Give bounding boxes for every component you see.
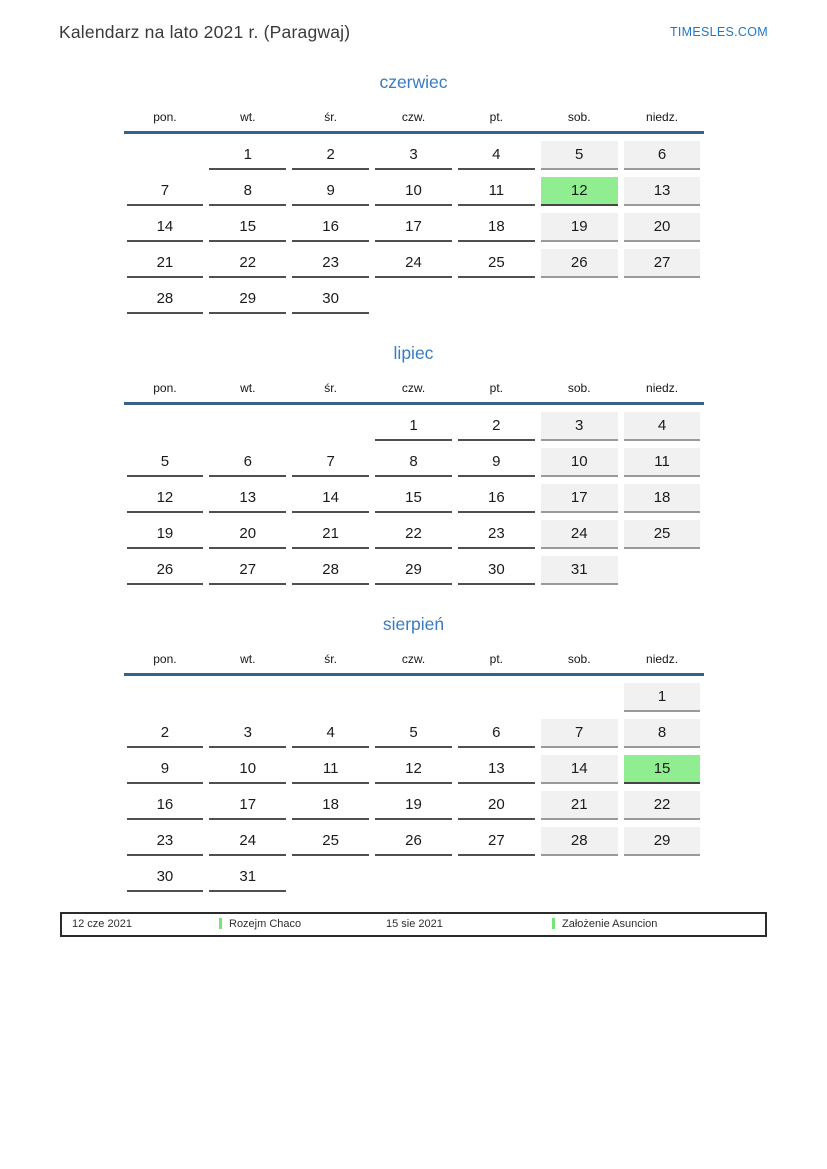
legend-date: 12 cze 2021: [72, 918, 132, 930]
day-cell: 24: [375, 249, 452, 278]
weekend-day-cell: 29: [624, 827, 701, 856]
weekday-label: wt.: [240, 110, 256, 124]
weekday-label: sob.: [567, 652, 591, 666]
day-cell: 5: [375, 719, 452, 748]
weekend-day-cell: 21: [541, 791, 618, 820]
weekday-label: śr.: [324, 110, 337, 124]
day-cell: 9: [458, 448, 535, 477]
day-cell: 8: [209, 177, 286, 206]
legend-label: Rozejm Chaco: [229, 918, 302, 930]
day-cell: 24: [209, 827, 286, 856]
weekday-header: [124, 109, 704, 125]
day-cell: 6: [209, 448, 286, 477]
day-cell: 13: [209, 484, 286, 513]
weekday-label: pt.: [489, 110, 504, 124]
day-cell: 3: [209, 719, 286, 748]
week-row: [124, 676, 704, 712]
weekday-header: [124, 651, 704, 667]
legend-date: 15 sie 2021: [386, 918, 443, 930]
empty-cell: [458, 285, 535, 314]
day-cell: 25: [292, 827, 369, 856]
weekend-day-cell: 3: [541, 412, 618, 441]
weekday-label: czw.: [401, 110, 426, 124]
week-row: [124, 278, 704, 314]
empty-cell: [127, 141, 204, 170]
day-cell: 16: [127, 791, 204, 820]
day-cell: 4: [292, 719, 369, 748]
day-cell: 27: [458, 827, 535, 856]
weekday-header: [124, 380, 704, 396]
legend-item: [219, 914, 301, 935]
weekday-label: czw.: [401, 652, 426, 666]
day-cell: 18: [292, 791, 369, 820]
empty-cell: [624, 556, 701, 585]
holiday-marker-icon: [552, 918, 555, 929]
empty-cell: [375, 285, 452, 314]
weekday-label: pon.: [153, 652, 177, 666]
week-row: [124, 206, 704, 242]
day-cell: 22: [375, 520, 452, 549]
weekday-label: niedz.: [646, 110, 679, 124]
day-cell: 7: [127, 177, 204, 206]
day-cell: 19: [375, 791, 452, 820]
weekday-label: pt.: [489, 652, 504, 666]
week-row: [124, 820, 704, 856]
day-cell: 29: [375, 556, 452, 585]
weekend-day-cell: 14: [541, 755, 618, 784]
day-cell: 12: [375, 755, 452, 784]
week-row: [124, 712, 704, 748]
month-section: [124, 342, 704, 585]
legend-box: [60, 912, 767, 937]
day-cell: 30: [458, 556, 535, 585]
month-section: [124, 71, 704, 314]
weekend-day-cell: 20: [624, 213, 701, 242]
weekend-day-cell: 25: [624, 520, 701, 549]
week-row: [124, 441, 704, 477]
weekday-label: wt.: [240, 381, 256, 395]
day-cell: 18: [458, 213, 535, 242]
month-title: czerwiec: [379, 72, 448, 92]
day-cell: 29: [209, 285, 286, 314]
day-cell: 28: [292, 556, 369, 585]
weekend-day-cell: 11: [624, 448, 701, 477]
weekend-day-cell: 1: [624, 683, 701, 712]
week-row: [124, 784, 704, 820]
weekend-day-cell: 6: [624, 141, 701, 170]
page-title: Kalendarz na lato 2021 r. (Paragwaj): [59, 22, 351, 42]
day-cell: 3: [375, 141, 452, 170]
weekday-label: niedz.: [646, 381, 679, 395]
weekend-day-cell: 13: [624, 177, 701, 206]
empty-cell: [541, 683, 618, 712]
empty-cell: [458, 683, 535, 712]
legend-label: Założenie Asuncion: [562, 918, 658, 930]
empty-cell: [624, 285, 701, 314]
week-row: [124, 242, 704, 278]
day-cell: 14: [127, 213, 204, 242]
week-row: [124, 477, 704, 513]
day-cell: 13: [458, 755, 535, 784]
weekday-label: czw.: [401, 381, 426, 395]
empty-cell: [209, 683, 286, 712]
week-row: [124, 405, 704, 441]
weekday-label: pon.: [153, 110, 177, 124]
weekend-day-cell: 5: [541, 141, 618, 170]
day-cell: 23: [127, 827, 204, 856]
empty-cell: [292, 683, 369, 712]
empty-cell: [541, 863, 618, 892]
empty-cell: [375, 683, 452, 712]
day-cell: 26: [127, 556, 204, 585]
empty-cell: [458, 863, 535, 892]
month-title: lipiec: [393, 343, 434, 363]
months-container: [124, 71, 704, 892]
empty-cell: [375, 863, 452, 892]
week-row: [124, 748, 704, 784]
empty-cell: [209, 412, 286, 441]
day-cell: 14: [292, 484, 369, 513]
day-cell: 8: [375, 448, 452, 477]
weekend-day-cell: 24: [541, 520, 618, 549]
holiday-day-cell: 15: [624, 755, 701, 784]
day-cell: 23: [458, 520, 535, 549]
weekend-day-cell: 19: [541, 213, 618, 242]
empty-cell: [127, 683, 204, 712]
day-cell: 4: [458, 141, 535, 170]
weekday-label: niedz.: [646, 652, 679, 666]
day-cell: 5: [127, 448, 204, 477]
week-row: [124, 134, 704, 170]
day-cell: 17: [209, 791, 286, 820]
weekday-label: śr.: [324, 381, 337, 395]
day-cell: 6: [458, 719, 535, 748]
top-bar: [0, 0, 827, 43]
day-cell: 16: [458, 484, 535, 513]
day-cell: 9: [127, 755, 204, 784]
day-cell: 7: [292, 448, 369, 477]
weekday-label: pon.: [153, 381, 177, 395]
week-row: [124, 513, 704, 549]
empty-cell: [127, 412, 204, 441]
weekend-day-cell: 8: [624, 719, 701, 748]
holiday-marker-icon: [219, 918, 222, 929]
empty-cell: [292, 412, 369, 441]
empty-cell: [541, 285, 618, 314]
day-cell: 15: [375, 484, 452, 513]
day-cell: 26: [375, 827, 452, 856]
day-cell: 15: [209, 213, 286, 242]
weekday-label: pt.: [489, 381, 504, 395]
weekday-label: sob.: [567, 381, 591, 395]
day-cell: 1: [209, 141, 286, 170]
empty-cell: [292, 863, 369, 892]
legend-item: [552, 914, 657, 935]
weekday-label: wt.: [240, 652, 256, 666]
day-cell: 9: [292, 177, 369, 206]
day-cell: 11: [292, 755, 369, 784]
day-cell: 21: [292, 520, 369, 549]
week-row: [124, 856, 704, 892]
weekend-day-cell: 22: [624, 791, 701, 820]
day-cell: 25: [458, 249, 535, 278]
month-section: [124, 613, 704, 892]
day-cell: 1: [375, 412, 452, 441]
day-cell: 30: [127, 863, 204, 892]
holiday-day-cell: 12: [541, 177, 618, 206]
day-cell: 27: [209, 556, 286, 585]
weekend-day-cell: 7: [541, 719, 618, 748]
day-cell: 20: [209, 520, 286, 549]
day-cell: 23: [292, 249, 369, 278]
weekend-day-cell: 4: [624, 412, 701, 441]
weekday-label: śr.: [324, 652, 337, 666]
day-cell: 21: [127, 249, 204, 278]
weekend-day-cell: 27: [624, 249, 701, 278]
site-link[interactable]: TIMESLES.COM: [669, 25, 768, 39]
day-cell: 2: [292, 141, 369, 170]
empty-cell: [624, 863, 701, 892]
weekend-day-cell: 18: [624, 484, 701, 513]
day-cell: 2: [458, 412, 535, 441]
day-cell: 16: [292, 213, 369, 242]
day-cell: 10: [375, 177, 452, 206]
weekend-day-cell: 31: [541, 556, 618, 585]
day-cell: 30: [292, 285, 369, 314]
weekend-day-cell: 17: [541, 484, 618, 513]
day-cell: 31: [209, 863, 286, 892]
month-title: sierpień: [382, 614, 445, 634]
day-cell: 17: [375, 213, 452, 242]
week-row: [124, 170, 704, 206]
weekend-day-cell: 10: [541, 448, 618, 477]
weekend-day-cell: 28: [541, 827, 618, 856]
day-cell: 20: [458, 791, 535, 820]
day-cell: 19: [127, 520, 204, 549]
day-cell: 11: [458, 177, 535, 206]
day-cell: 2: [127, 719, 204, 748]
day-cell: 10: [209, 755, 286, 784]
week-row: [124, 549, 704, 585]
weekend-day-cell: 26: [541, 249, 618, 278]
day-cell: 28: [127, 285, 204, 314]
weekday-label: sob.: [567, 110, 591, 124]
day-cell: 22: [209, 249, 286, 278]
day-cell: 12: [127, 484, 204, 513]
